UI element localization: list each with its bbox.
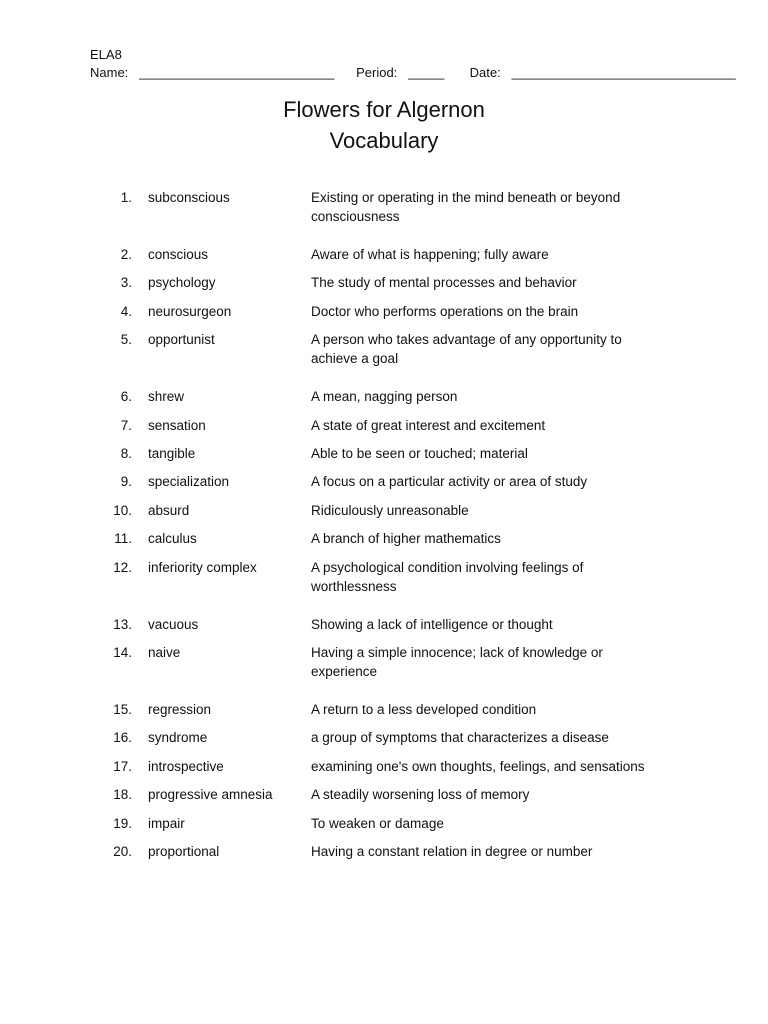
date-blank: _______________________________	[511, 65, 736, 80]
vocab-definition: A mean, nagging person	[311, 389, 458, 405]
class-code: ELA8	[90, 47, 122, 62]
student-info-line	[90, 65, 736, 81]
period-label: Period:	[356, 65, 398, 80]
vocab-word: naive	[148, 645, 181, 660]
vocab-definition: A return to a less developed condition	[311, 702, 537, 717]
vocab-word: inferiority complex	[148, 559, 257, 575]
vocab-word: syndrome	[148, 730, 208, 746]
vocab-definition: A psychological condition involving feelings of worthlessness	[311, 559, 584, 594]
vocab-number: 16.	[113, 730, 132, 746]
vocab-number: 17.	[113, 758, 132, 774]
vocab-number: 3.	[120, 275, 132, 291]
vocab-definition: Existing or operating in the mind beneath or beyond consciousness	[311, 190, 621, 224]
page-subtitle: Vocabulary	[329, 128, 439, 153]
vocab-definition: Having a constant relation in degree or number	[311, 844, 593, 859]
vocab-definition: A branch of higher mathematics	[311, 531, 501, 547]
vocab-word: neurosurgeon	[148, 303, 232, 319]
vocab-number: 10.	[113, 502, 132, 518]
vocab-definition: A steadily worsening loss of memory	[311, 787, 530, 803]
vocab-word: proportional	[148, 844, 220, 859]
vocab-definition: Having a simple innocence; lack of knowledge or experience	[311, 645, 603, 679]
vocab-word: subconscious	[148, 190, 230, 205]
vocab-definition: A focus on a particular activity or area of study	[311, 474, 588, 490]
vocab-word: opportunist	[148, 332, 215, 348]
date-label: Date:	[469, 65, 501, 80]
vocab-number: 8.	[120, 446, 132, 461]
vocab-word: shrew	[148, 389, 185, 405]
vocab-word: conscious	[148, 247, 209, 262]
vocab-definition: To weaken or damage	[311, 815, 444, 831]
vocab-number: 7.	[120, 417, 132, 433]
vocab-word: absurd	[148, 502, 190, 518]
vocab-number: 11.	[114, 531, 132, 547]
vocab-definition: The study of mental processes and behavior	[311, 275, 577, 291]
vocab-number: 14.	[113, 645, 132, 660]
vocab-number: 4.	[120, 303, 132, 319]
vocab-number: 2.	[120, 247, 132, 262]
vocab-number: 19.	[113, 815, 132, 831]
vocab-number: 15.	[113, 702, 132, 717]
vocab-word: impair	[148, 815, 185, 831]
vocab-word: progressive amnesia	[148, 787, 273, 803]
vocab-word: calculus	[148, 531, 197, 547]
vocab-definition: Doctor who performs operations on the brain	[311, 303, 579, 319]
vocab-number: 1.	[120, 190, 132, 205]
vocab-word: tangible	[148, 446, 196, 461]
vocab-word: vacuous	[148, 616, 199, 632]
period-blank: _____	[408, 65, 445, 80]
vocab-word: specialization	[148, 474, 230, 490]
vocab-word: regression	[148, 702, 212, 717]
page-title: Flowers for Algernon	[283, 97, 485, 122]
vocab-word: introspective	[148, 758, 224, 774]
vocab-number: 20.	[113, 844, 132, 859]
vocab-number: 13.	[113, 616, 132, 632]
vocab-number: 9.	[120, 474, 132, 490]
vocab-number: 18.	[113, 787, 132, 803]
vocab-definition: Able to be seen or touched; material	[311, 446, 528, 461]
vocab-definition: a group of symptoms that characterizes a disease	[311, 730, 609, 746]
name-label: Name:	[90, 65, 129, 80]
vocab-definition: examining one's own thoughts, feelings, and sensations	[311, 758, 645, 774]
vocab-number: 12.	[113, 559, 132, 575]
vocab-number: 6.	[120, 389, 132, 405]
vocab-definition: Aware of what is happening; fully aware	[311, 247, 549, 262]
vocab-definition: A state of great interest and excitement	[311, 417, 546, 433]
name-blank: ___________________________	[139, 65, 335, 80]
vocab-word: psychology	[148, 275, 216, 291]
vocab-definition: Showing a lack of intelligence or thought	[311, 616, 553, 632]
vocab-word: sensation	[148, 417, 206, 433]
vocab-number: 5.	[120, 332, 132, 348]
vocab-definition: Ridiculously unreasonable	[311, 502, 469, 518]
vocab-definition: A person who takes advantage of any opportunity to achieve a goal	[311, 332, 622, 367]
